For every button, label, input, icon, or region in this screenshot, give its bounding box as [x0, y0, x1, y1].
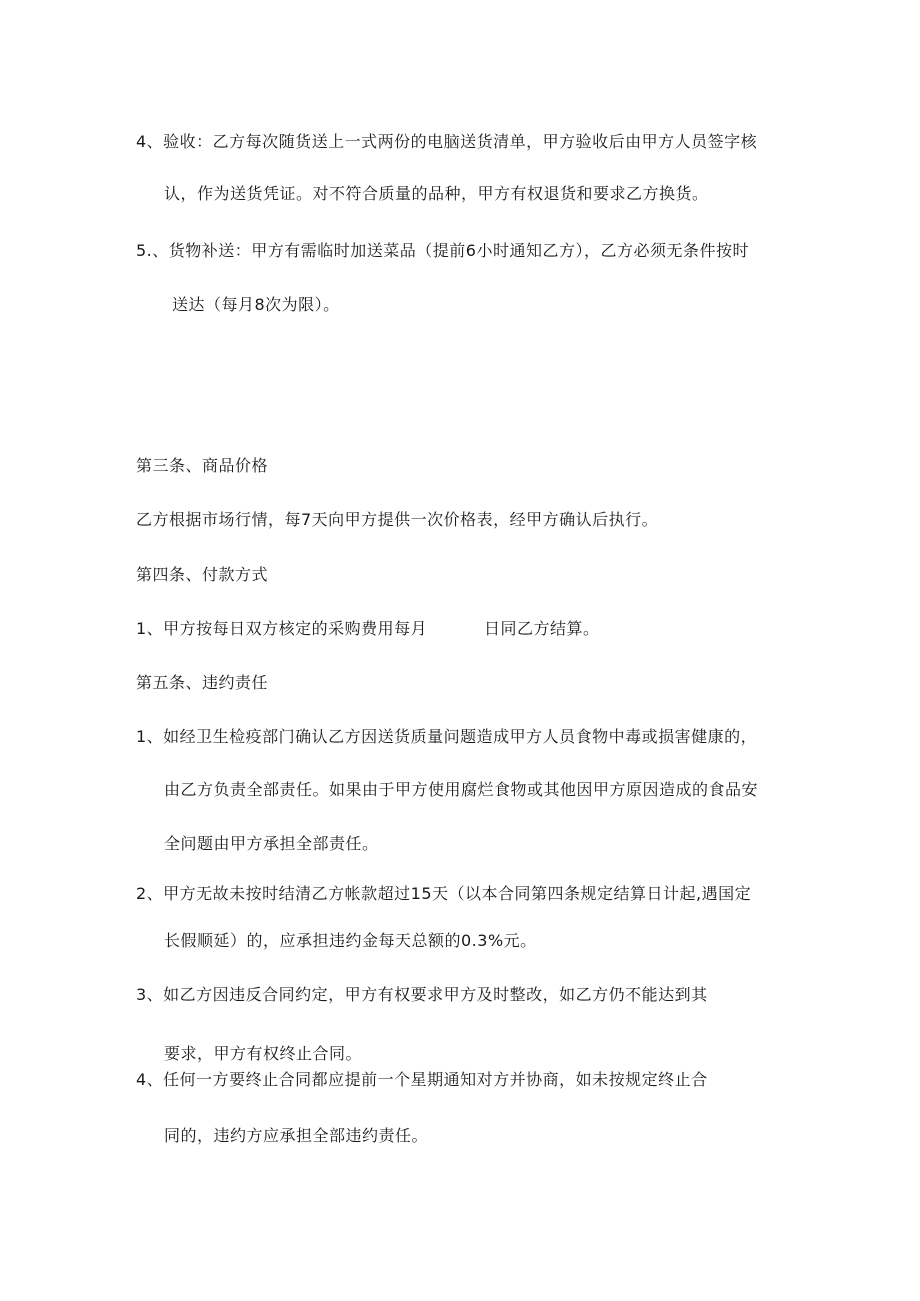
article-5-item-4-line-2: 同的，违约方应承担全部违约责任。 [164, 1126, 429, 1145]
article-4-item-1-part-2: 日同乙方结算。 [484, 619, 600, 638]
article-4-heading: 第四条、付款方式 [136, 565, 269, 584]
article-5-item-3-line-2: 要求，甲方有权终止合同。 [164, 1044, 363, 1063]
article-5-item-1-line-1: 1、如经卫生检疫部门确认乙方因送货质量问题造成甲方人员食物中毒或损害健康的， [136, 727, 758, 746]
article-5-item-3-line-1: 3、如乙方因违反合同约定，甲方有权要求甲方及时整改，如乙方仍不能达到其 [136, 985, 708, 1004]
delivery-item-5-line-2: 送达（每月8次为限）。 [172, 295, 340, 314]
article-3-heading: 第三条、商品价格 [136, 456, 269, 475]
article-5-item-1-line-2: 由乙方负责全部责任。如果由于甲方使用腐烂食物或其他因甲方原因造成的食品安 [164, 780, 759, 799]
delivery-item-5-line-1: 5.、货物补送：甲方有需临时加送菜品（提前6小时通知乙方），乙方必须无条件按时 [136, 241, 749, 260]
article-5-item-1-line-3: 全问题由甲方承担全部责任。 [164, 834, 379, 853]
article-3-body: 乙方根据市场行情，每7天向甲方提供一次价格表，经甲方确认后执行。 [136, 510, 659, 529]
article-5-item-2-line-2: 长假顺延）的，应承担违约金每天总额的0.3%元。 [164, 931, 537, 950]
delivery-item-4-line-1: 4、验收：乙方每次随货送上一式两份的电脑送货清单，甲方验收后由甲方人员签字核 [136, 132, 758, 151]
article-4-item-1-part-1: 1、甲方按每日双方核定的采购费用每月 [136, 619, 428, 638]
article-5-item-4-line-1: 4、任何一方要终止合同都应提前一个星期通知对方并协商，如未按规定终止合 [136, 1070, 708, 1089]
delivery-item-4-line-2: 认，作为送货凭证。对不符合质量的品种，甲方有权退货和要求乙方换货。 [164, 184, 709, 203]
article-5-heading: 第五条、违约责任 [136, 673, 269, 692]
article-5-item-2-line-1: 2、甲方无故未按时结清乙方帐款超过15天（以本合同第四条规定结算日计起,遇国定 [136, 884, 752, 903]
